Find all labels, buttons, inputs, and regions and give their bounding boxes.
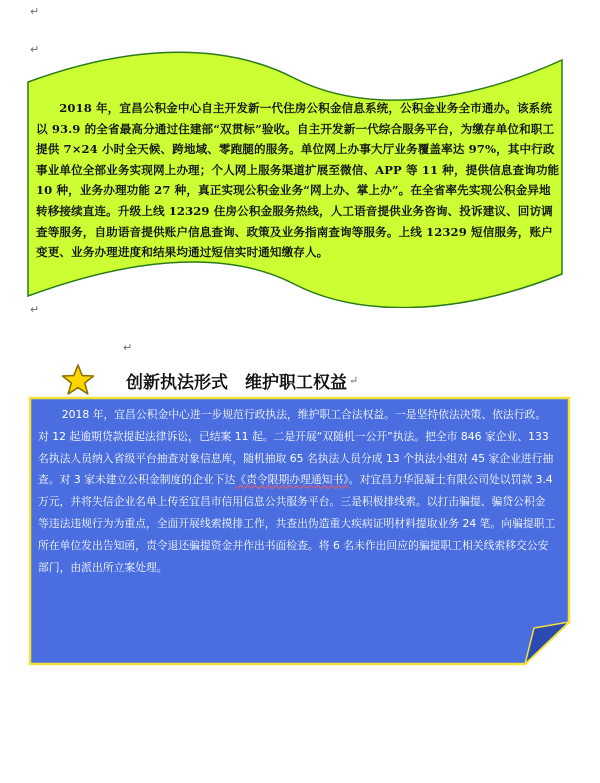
- section-heading: [60, 362, 480, 398]
- note-text-part: 。对宜昌力华混凝土有限公司处以罚款 3.4 万元，并将失信企业名单上传至宜昌市信用信息公共服务平台。三是积极排线索。以打击骗提、骗贷公积金等违法违规行为为重点，全面开展线索摸排工作，共查出伪造重大疾病证明材料提取业务 24 笔。向骗提职工所在单位发出告知函，责令退还骗提资金并作出书面检查。将 6 名未作出回应的骗提职工相关线索移交公安部门，由派出所立案处理。: [38, 473, 556, 574]
- paragraph-mark: ↵: [30, 303, 40, 316]
- section-title: 创新执法形式 维护职工权益: [126, 372, 347, 393]
- paragraph-mark: ↵: [30, 5, 40, 18]
- note-text-part: 《责令限期办理通知书》: [235, 473, 349, 487]
- wave-paragraph: 2018 年，宜昌公积金中心自主开发新一代住房公积金信息系统，公积金业务全市通办。该系统以 93.9 的全省最高分通过住建部“双贯标”验收。自主开发新一代综合服务平台，为缴存单位和职工提供 7×24 小时全天候、跨地域、零跑腿的服务。单位网上办事大厅业务覆盖率达 97%，其中行政事业单位全部业务实现网上办理；个人网上服务渠道扩展至微信、APP 等 11 种，提供信息查询功能 10 种，业务办理功能 27 种，真正实现公积金业务“网上办、掌上办”。在全省率先实现公积金异地转移接续直连。升级上线 12329 住房公积金服务热线，人工语音提供业务咨询、投诉建议、回访调查等服务，自助语音提供账户信息查询、政策及业务指南查询等服务。上线 12329 短信服务，账户变更、业务办理进度和结果均通过短信实时通知缴存人。: [36, 101, 560, 260]
- paragraph-mark: ↵: [349, 373, 359, 387]
- note-text-part: 2018 年，宜昌公积金中心进一步规范行政执法，维护职工合法权益。一是坚持依法决策、依法行政。对 12 起逾期贷款提起法律诉讼，已结案 11 起。二是开展“双随机一公开”执法。把全市 846 家企业、133 名执法人员纳入省级平台抽查对象信息库，随机抽取 65 名执法人员分成 13 个执法小组对 45 家企业进行抽查。对 3 家未建立公积金制度的企业下达: [38, 408, 554, 487]
- paragraph-mark: ↵: [123, 341, 133, 354]
- paragraph-mark: ↵: [30, 43, 40, 56]
- note-paragraph: [38, 404, 556, 578]
- star-icon: [60, 362, 96, 398]
